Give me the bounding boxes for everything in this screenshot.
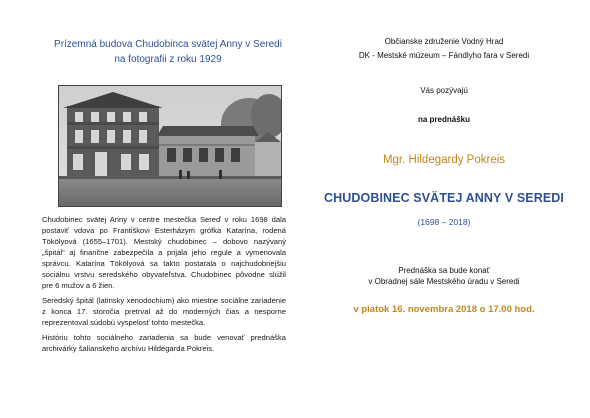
speaker-name: Mgr. Hildegardy Pokreis bbox=[382, 154, 506, 166]
organizer-line-1: Občianske združenie Vodný Hrad bbox=[384, 37, 504, 46]
event-datetime: v piatok 16. novembra 2018 o 17.00 hod. bbox=[353, 304, 535, 315]
history-paragraph-1: Chudobinec svätej Anny v centre mestečka Sereď v roku 1698 dala postaviť vdova po Františkovi Esterházym grófka Katarína, rodená Tökölyová (1655–1701). Mestský chudobinec – dobovo nazývaný „špitál“ aj finančne zabezpečila a prijala jeho regule a vymenovala správcu. Katarína Tökölyová sa takto postarala o najchudobnejšiu sociálnu vrstvu seredského obyvateľstva. Chudobinec pôvodne slúžil pre 6 mužov a 6 žien. bbox=[42, 215, 286, 290]
historic-building-photo bbox=[58, 85, 282, 207]
history-paragraph-3: Históriu tohto sociálneho zariadenia sa bude venovať prednáška archivárky šalianskeho archívu Hildegarda Pokreis. bbox=[42, 333, 286, 353]
lecture-title: CHUDOBINEC SVÄTEJ ANNY V SEREDI bbox=[324, 191, 564, 205]
caption bbox=[50, 37, 286, 67]
caption-line-1: Prízemná budova Chudobinca svätej Anny v Seredi bbox=[54, 39, 282, 50]
venue-line-1: Prednáška sa bude konať bbox=[398, 266, 490, 275]
venue-line-2: v Obradnej sále Mestského úradu v Seredi bbox=[368, 277, 520, 286]
organizer-line-2: DK - Mestské múzeum – Fándlyho fara v Seredi bbox=[358, 51, 530, 60]
history-paragraph-2: Seredský špitál (latinsky xenodochium) ako miestne sociálne zariadenie z konca 17. storočia pretrval až do moderných čias a nesporne reprezentoval súdobú vyspelosť tohto mestečka. bbox=[42, 296, 286, 327]
organizers bbox=[318, 35, 570, 63]
building-photo-illustration bbox=[59, 86, 281, 206]
invite-text: Vás pozývajú bbox=[420, 86, 468, 95]
lecture-years: (1698 – 2018) bbox=[417, 217, 471, 227]
caption-line-2: na fotografii z roku 1929 bbox=[114, 54, 222, 65]
venue bbox=[318, 265, 570, 287]
history-text bbox=[42, 214, 286, 358]
lecture-label: na prednášku bbox=[417, 115, 470, 124]
